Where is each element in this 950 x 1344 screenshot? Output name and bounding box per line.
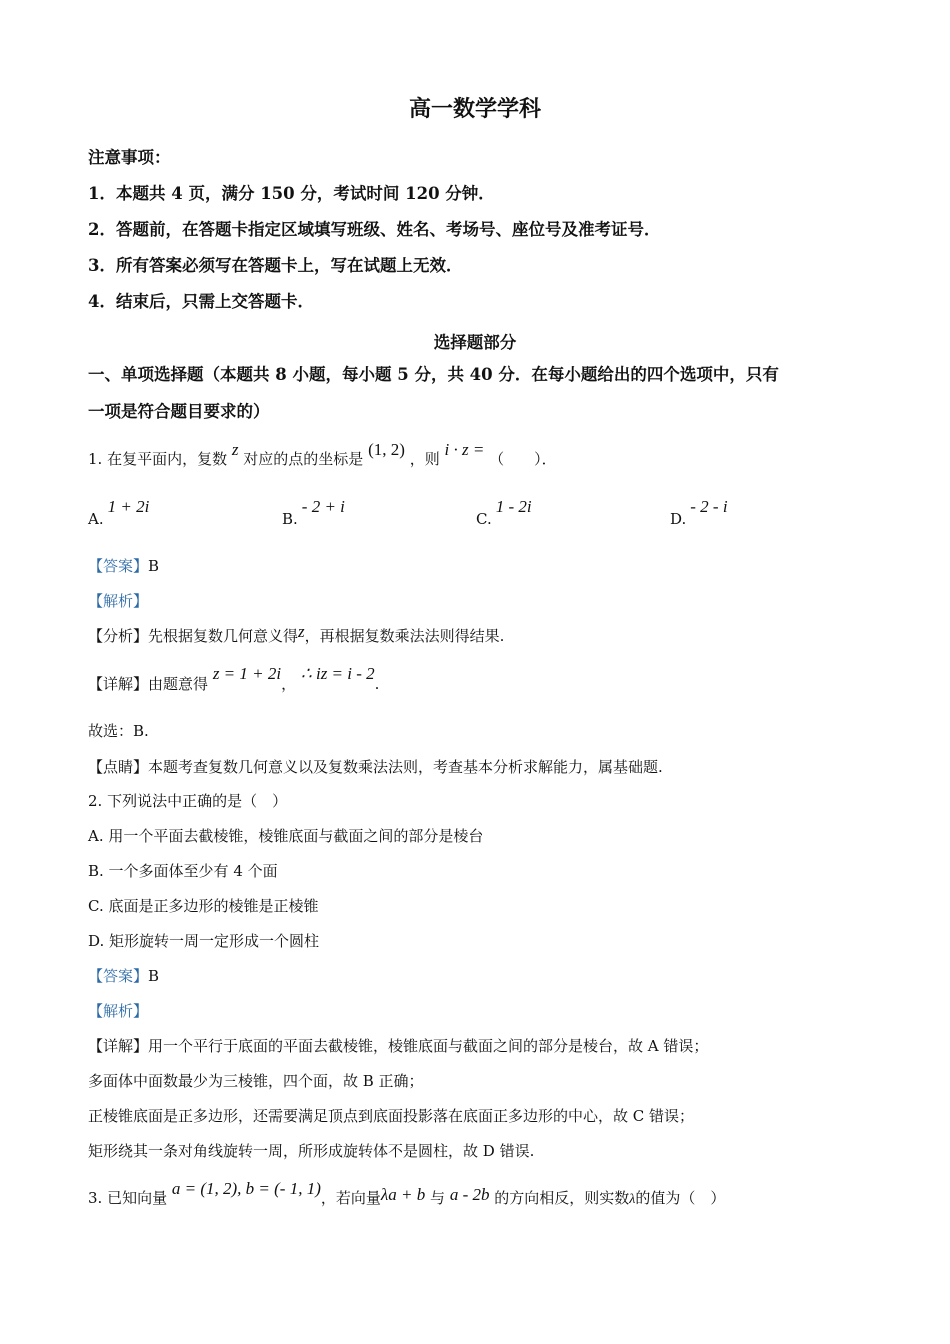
detail-text: 由题意得 bbox=[148, 675, 209, 693]
answer-value: B bbox=[148, 557, 160, 575]
q2-option-c: C. 底面是正多边形的棱锥是正棱锥 bbox=[88, 897, 319, 915]
detail-text: 用一个平行于底面的平面去截棱锥，棱锥底面与截面之间的部分是棱台，故 A 错误； bbox=[148, 1037, 709, 1055]
q1-option-b bbox=[282, 497, 345, 529]
q2-analysis-tag: 【解析】 bbox=[88, 1002, 149, 1020]
q3-mid: ，若向量 bbox=[320, 1189, 381, 1207]
q2-answer bbox=[88, 966, 159, 986]
fenxi-tag: 【分析】 bbox=[88, 627, 149, 645]
detail-tag: 【详解】 bbox=[88, 675, 149, 693]
detail-comma: ， bbox=[281, 675, 297, 693]
comment-tag: 【点睛】 bbox=[88, 758, 149, 776]
option-label: C. bbox=[476, 510, 492, 528]
q3-expr2: a - 2b bbox=[449, 1185, 490, 1204]
q1-comment bbox=[88, 757, 663, 777]
detail-tag: 【详解】 bbox=[88, 1037, 149, 1055]
answer-tag: 【答案】 bbox=[88, 557, 149, 575]
notice-item-1: 1．本题共 4 页，满分 150 分，考试时间 120 分钟． bbox=[88, 184, 495, 203]
answer-value: B bbox=[148, 967, 160, 985]
option-label: B. bbox=[282, 510, 298, 528]
notice-item-3: 3．所有答案必须写在答题卡上，写在试题上无效． bbox=[88, 256, 463, 275]
q1-detail bbox=[88, 664, 380, 694]
q3-expr1: λa + b bbox=[380, 1185, 426, 1204]
q3-stem bbox=[88, 1179, 726, 1210]
section-title: 选择题部分 bbox=[433, 333, 517, 352]
notice-item-4: 4．结束后，只需上交答题卡． bbox=[88, 292, 314, 311]
q1-choose: 故选：B. bbox=[88, 722, 149, 740]
option-value: 1 + 2i bbox=[107, 497, 150, 516]
detail-end: . bbox=[374, 675, 380, 693]
q2-detail-3: 正棱锥底面是正多边形，还需要满足顶点到底面投影落在底面正多边形的中心，故 C 错误； bbox=[88, 1107, 695, 1125]
q1-stem bbox=[88, 440, 557, 469]
q1-expr: i · z = bbox=[444, 440, 485, 459]
q1-option-d bbox=[670, 497, 728, 529]
q2-stem: 2. 下列说法中正确的是（ ） bbox=[88, 792, 288, 810]
part1-heading-line1: 一、单项选择题（本题共 8 小题，每小题 5 分，共 40 分．在每小题给出的四个选项中，只有 bbox=[88, 365, 779, 384]
q1-option-a bbox=[88, 497, 150, 529]
q1-var-z: z bbox=[231, 440, 239, 459]
answer-tag: 【答案】 bbox=[88, 967, 149, 985]
option-value: 1 - 2i bbox=[495, 497, 532, 516]
part1-heading-line2: 一项是符合题目要求的） bbox=[88, 402, 270, 421]
q2-detail-2: 多面体中面数最少为三棱锥，四个面，故 B 正确； bbox=[88, 1072, 424, 1090]
comment-text: 本题考查复数几何意义以及复数乘法法则，考查基本分析求解能力，属基础题. bbox=[148, 758, 663, 776]
option-value: - 2 + i bbox=[301, 497, 345, 516]
option-label: A. bbox=[88, 510, 104, 528]
q2-option-a: A. 用一个平面去截棱锥，棱锥底面与截面之间的部分是棱台 bbox=[88, 827, 484, 845]
fenxi-text-a: 先根据复数几何意义得 bbox=[148, 627, 299, 645]
option-value: - 2 - i bbox=[690, 497, 728, 516]
q1-mid: 对应的点的坐标是 bbox=[243, 450, 364, 468]
option-label: D. bbox=[670, 510, 687, 528]
q2-detail-1 bbox=[88, 1036, 708, 1056]
fenxi-var-z: z bbox=[298, 622, 305, 641]
detail-math-1: z = 1 + 2i bbox=[212, 664, 282, 683]
q1-analysis-tag: 【解析】 bbox=[88, 592, 149, 610]
q1-coord: (1, 2) bbox=[368, 440, 405, 459]
q2-detail-4: 矩形绕其一条对角线旋转一周，所形成旋转体不是圆柱，故 D 错误. bbox=[88, 1142, 535, 1160]
q1-answer bbox=[88, 556, 159, 576]
fenxi-text-b: ，再根据复数乘法法则得结果. bbox=[304, 627, 505, 645]
q3-tail: 的方向相反，则实数 bbox=[494, 1189, 630, 1207]
q2-option-d: D. 矩形旋转一周一定形成一个圆柱 bbox=[88, 932, 320, 950]
q1-blank: （ ）． bbox=[489, 450, 557, 468]
q3-lambda: λ bbox=[629, 1192, 636, 1207]
detail-math-2: ∴ iz = i - 2 bbox=[300, 664, 375, 683]
q3-end: 的值为（ ） bbox=[635, 1189, 726, 1207]
notice-item-2: 2．答题前，在答题卡指定区域填写班级、姓名、考场号、座位号及准考证号． bbox=[88, 220, 661, 239]
page-title: 高一数学学科 bbox=[408, 96, 541, 122]
q3-vectors: a = (1, 2), b = (- 1, 1) bbox=[171, 1179, 321, 1198]
q2-option-b: B. 一个多面体至少有 4 个面 bbox=[88, 862, 278, 880]
q1-fenxi bbox=[88, 622, 505, 646]
q1-then: ，则 bbox=[409, 450, 440, 468]
q3-with: 与 bbox=[430, 1189, 446, 1207]
notice-heading: 注意事项： bbox=[88, 148, 171, 167]
q1-prefix: 1. 在复平面内，复数 bbox=[88, 450, 228, 468]
q3-prefix: 3. 已知向量 bbox=[88, 1189, 168, 1207]
q1-option-c bbox=[476, 497, 532, 529]
